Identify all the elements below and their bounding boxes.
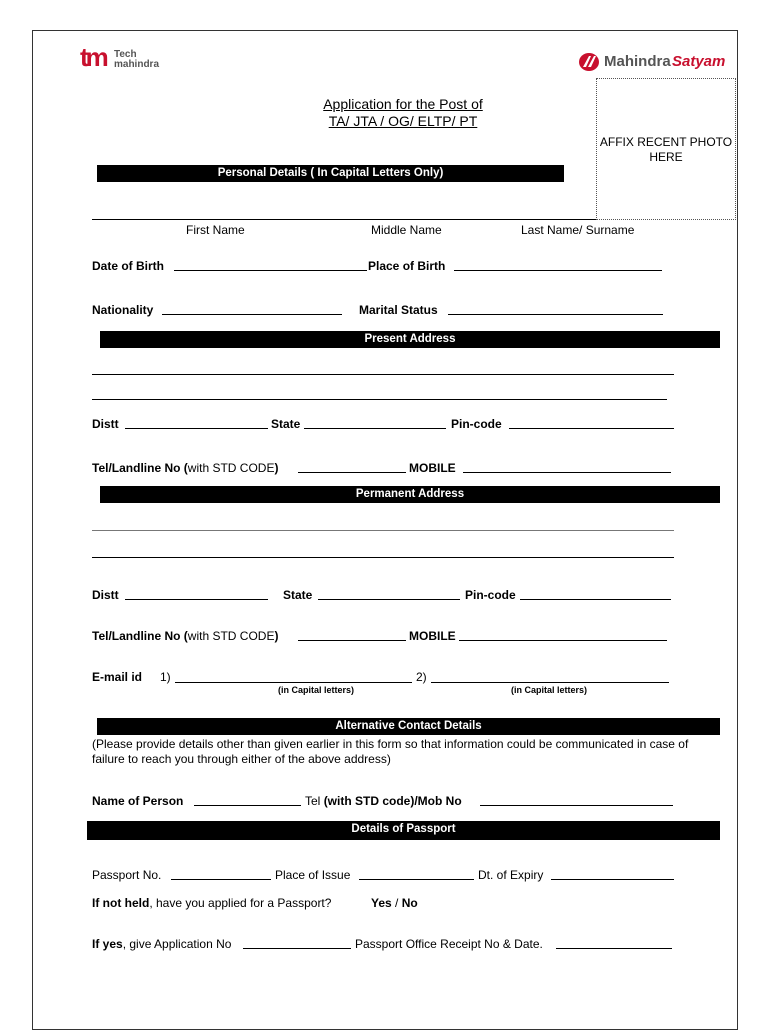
tech-mahindra-text-2: mahindra bbox=[114, 59, 160, 70]
application-no-label bbox=[92, 937, 231, 951]
section-permanent-address: Permanent Address bbox=[100, 486, 720, 503]
nationality-label: Nationality bbox=[92, 303, 154, 317]
email-2-capital-note: (in Capital letters) bbox=[511, 685, 588, 695]
photo-box-text: AFFIX RECENT PHOTO HERE bbox=[599, 135, 733, 164]
present-tel-input[interactable] bbox=[298, 472, 406, 473]
tech-mahindra-text-1: Tech bbox=[114, 49, 137, 60]
permanent-tel-label-normal: with STD CODE bbox=[187, 629, 275, 643]
mahindra-text: Mahindra bbox=[604, 53, 671, 70]
section-personal-details: Personal Details ( In Capital Letters Only) bbox=[97, 165, 564, 182]
permanent-tel-label bbox=[92, 629, 278, 643]
marital-status-label: Marital Status bbox=[359, 303, 438, 317]
email-1-label: 1) bbox=[160, 670, 171, 684]
application-no-input[interactable] bbox=[243, 948, 351, 949]
alt-tel-label bbox=[305, 794, 462, 808]
permanent-state-input[interactable] bbox=[318, 599, 460, 600]
permanent-state-label: State bbox=[283, 588, 313, 602]
passport-applied-question bbox=[92, 896, 331, 910]
email-2-input[interactable] bbox=[431, 682, 669, 683]
mahindra-satyam-emblem-icon bbox=[578, 52, 600, 72]
present-tel-label bbox=[92, 461, 278, 475]
dt-of-expiry-label: Dt. of Expiry bbox=[478, 868, 544, 882]
permanent-pincode-label: Pin-code bbox=[465, 588, 516, 602]
no-option[interactable]: No bbox=[401, 896, 418, 910]
permanent-distt-label: Distt bbox=[92, 588, 119, 602]
present-address-line-2[interactable] bbox=[92, 399, 667, 400]
name-of-person-input[interactable] bbox=[194, 805, 301, 806]
present-state-input[interactable] bbox=[304, 428, 446, 429]
email-1-capital-note: (in Capital letters) bbox=[278, 685, 355, 695]
permanent-tel-input[interactable] bbox=[298, 640, 406, 641]
present-tel-label-normal: with STD CODE bbox=[187, 461, 275, 475]
last-name-label: Last Name/ Surname bbox=[521, 223, 635, 237]
present-distt-label: Distt bbox=[92, 417, 119, 431]
present-pincode-input[interactable] bbox=[509, 428, 674, 429]
permanent-tel-label-close: ) bbox=[274, 629, 279, 643]
name-input-line[interactable] bbox=[92, 219, 552, 220]
if-yes-text: If yes bbox=[92, 937, 123, 951]
present-address-line-1[interactable] bbox=[92, 374, 674, 375]
permanent-address-line-2[interactable] bbox=[92, 557, 674, 558]
yes-no-options[interactable] bbox=[371, 896, 418, 910]
permanent-address-line-1[interactable] bbox=[92, 530, 674, 531]
dt-of-expiry-input[interactable] bbox=[551, 879, 674, 880]
passport-no-input[interactable] bbox=[171, 879, 271, 880]
place-of-issue-label: Place of Issue bbox=[275, 868, 351, 882]
dob-input[interactable] bbox=[174, 270, 367, 271]
receipt-input[interactable] bbox=[556, 948, 672, 949]
place-of-birth-label: Place of Birth bbox=[368, 259, 446, 273]
tech-mahindra-mark: tm bbox=[80, 42, 106, 72]
dob-label: Date of Birth bbox=[92, 259, 164, 273]
section-passport-details: Details of Passport bbox=[87, 821, 720, 840]
place-of-issue-input[interactable] bbox=[359, 879, 474, 880]
form-title-line-2: TA/ JTA / OG/ ELTP/ PT bbox=[328, 113, 478, 129]
permanent-tel-label-bold: Tel/Landline No ( bbox=[92, 629, 188, 643]
alternative-contact-note: (Please provide details other than given earlier in this form so that information could be communicated in case of failure to reach you through either of the above address) bbox=[92, 737, 689, 766]
present-tel-label-bold: Tel/Landline No ( bbox=[92, 461, 188, 475]
permanent-mobile-input[interactable] bbox=[459, 640, 667, 641]
email-1-input[interactable] bbox=[175, 682, 412, 683]
nationality-input[interactable] bbox=[162, 314, 342, 315]
email-2-label: 2) bbox=[416, 670, 427, 684]
photo-box bbox=[596, 78, 736, 220]
name-input-line-extension[interactable] bbox=[552, 219, 596, 220]
yes-option[interactable]: Yes bbox=[371, 896, 392, 910]
receipt-label: Passport Office Receipt No & Date. bbox=[355, 937, 543, 951]
passport-no-label: Passport No. bbox=[92, 868, 162, 882]
yes-no-separator: / bbox=[391, 896, 402, 910]
present-state-label: State bbox=[271, 417, 301, 431]
if-not-held-text: If not held bbox=[92, 896, 150, 910]
marital-status-input[interactable] bbox=[448, 314, 663, 315]
present-distt-input[interactable] bbox=[125, 428, 268, 429]
alt-tel-label-bold: (with STD code)/Mob No bbox=[323, 794, 462, 808]
form-title-line-1: Application for the Post of bbox=[323, 96, 483, 112]
permanent-mobile-label: MOBILE bbox=[409, 629, 456, 643]
present-pincode-label: Pin-code bbox=[451, 417, 502, 431]
middle-name-label: Middle Name bbox=[371, 223, 442, 237]
name-of-person-label: Name of Person bbox=[92, 794, 184, 808]
permanent-distt-input[interactable] bbox=[125, 599, 268, 600]
present-mobile-label: MOBILE bbox=[409, 461, 456, 475]
application-no-text: , give Application No bbox=[122, 937, 232, 951]
section-alternative-contact: Alternative Contact Details bbox=[97, 718, 720, 735]
satyam-text: Satyam bbox=[672, 53, 726, 70]
applied-question-text: , have you applied for a Passport? bbox=[149, 896, 332, 910]
section-present-address: Present Address bbox=[100, 331, 720, 348]
present-tel-label-close: ) bbox=[274, 461, 279, 475]
present-mobile-input[interactable] bbox=[463, 472, 671, 473]
place-of-birth-input[interactable] bbox=[454, 270, 662, 271]
email-label: E-mail id bbox=[92, 670, 143, 684]
permanent-pincode-input[interactable] bbox=[520, 599, 671, 600]
alt-tel-label-normal: Tel bbox=[305, 794, 321, 808]
alt-tel-input[interactable] bbox=[480, 805, 673, 806]
first-name-label: First Name bbox=[186, 223, 245, 237]
